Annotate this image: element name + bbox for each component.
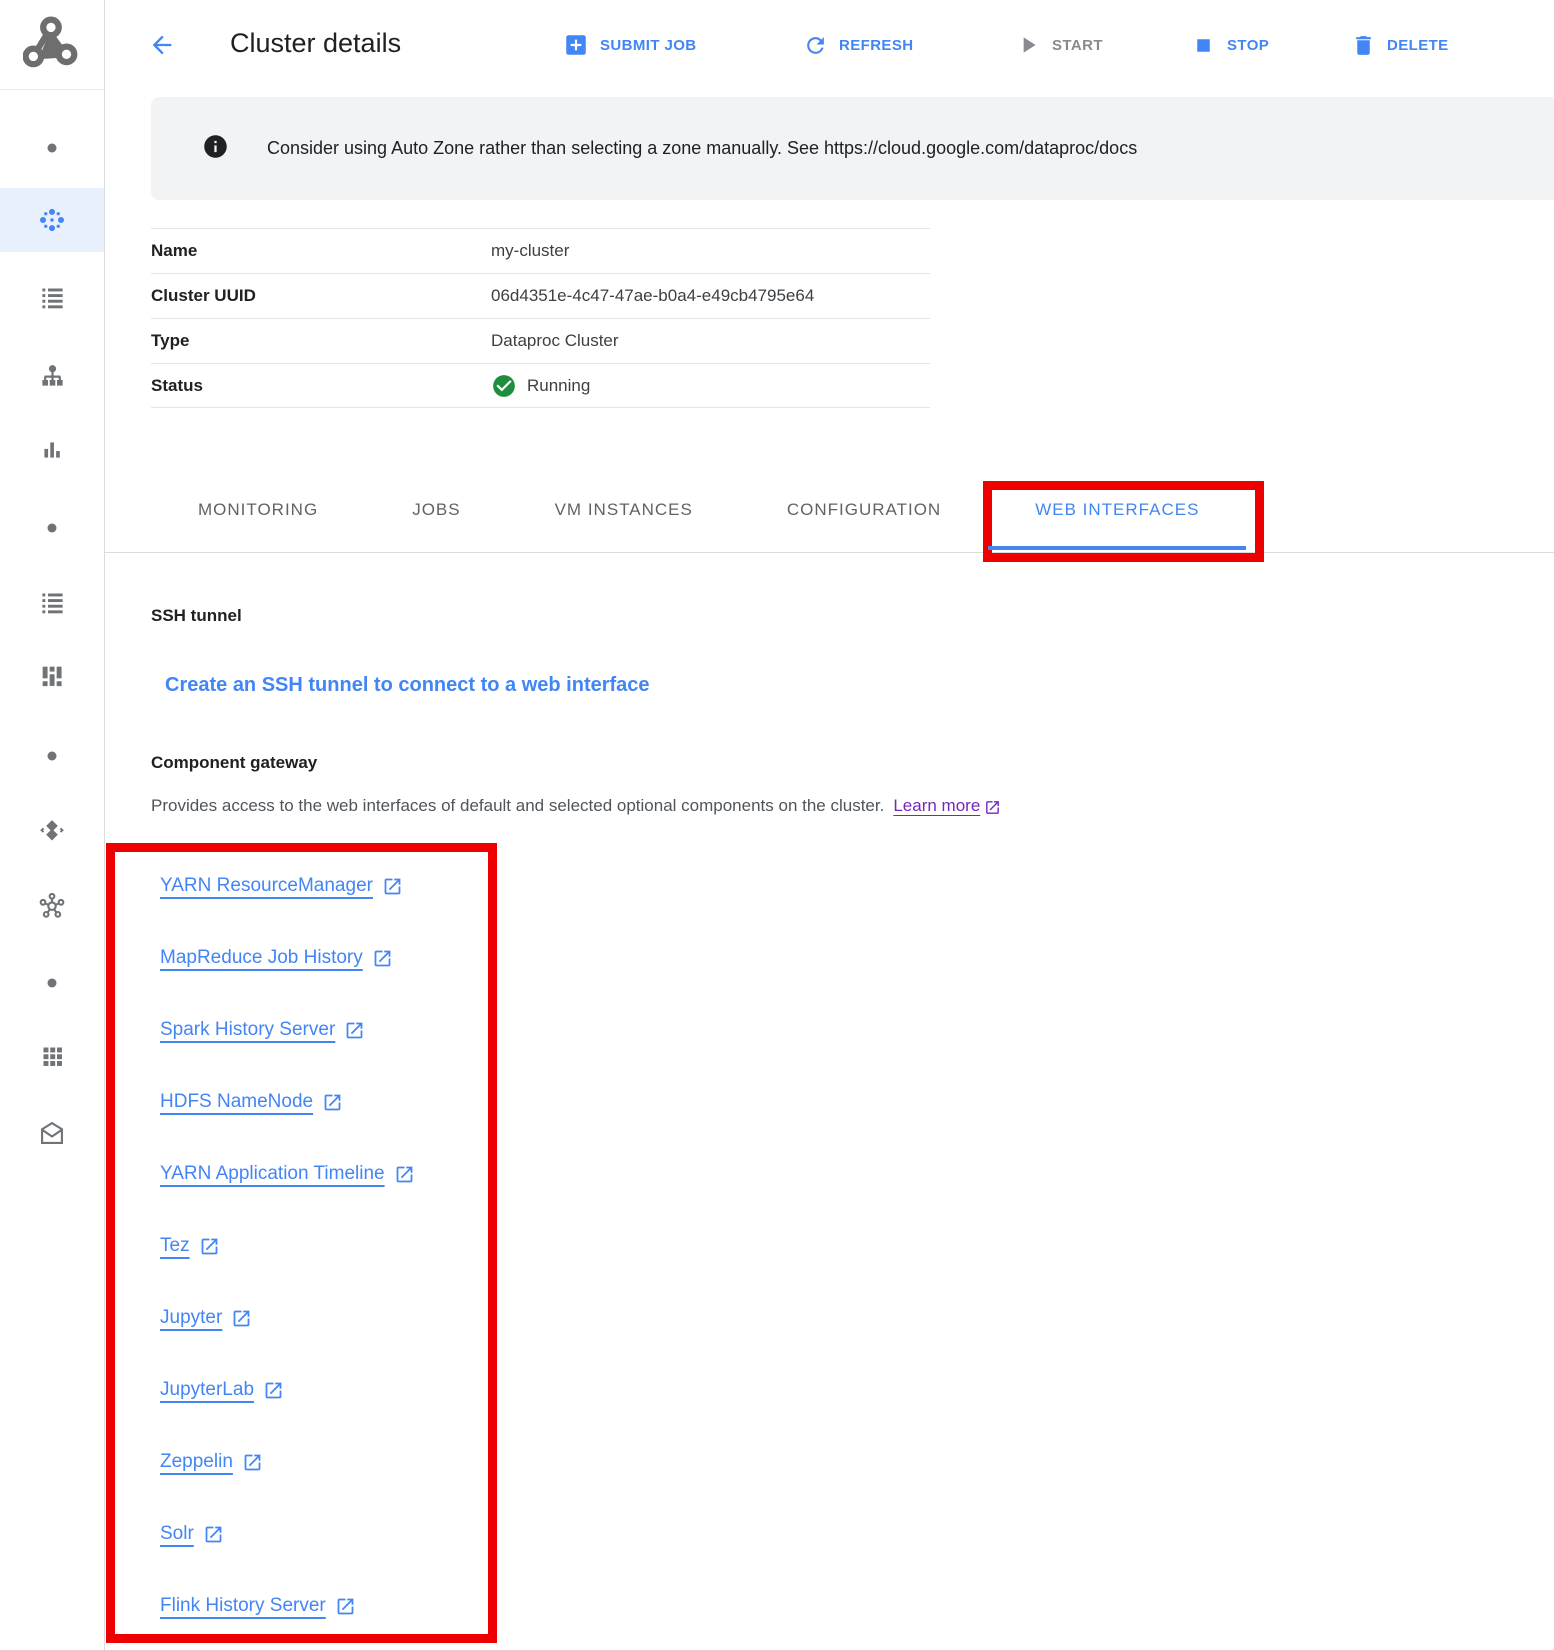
bar-chart-icon <box>39 437 65 463</box>
list-item <box>160 1570 415 1642</box>
submit-job-button[interactable]: SUBMIT JOB <box>563 0 697 90</box>
open-in-new-icon <box>199 1236 220 1257</box>
tab-web-interfaces[interactable]: WEB INTERFACES <box>988 468 1246 552</box>
list-item <box>160 1354 415 1426</box>
list-item <box>160 850 415 922</box>
component-gateway-description: Provides access to the web interfaces of default and selected optional components on the cluster. Learn more <box>151 796 1001 816</box>
component-gateway-links <box>160 850 415 1642</box>
list-item <box>160 1282 415 1354</box>
dot-icon <box>47 978 57 988</box>
cluster-details-table <box>151 228 930 408</box>
yarn-resourcemanager-link[interactable]: YARN ResourceManager <box>160 875 403 897</box>
refresh-icon <box>803 33 828 58</box>
solr-link[interactable]: Solr <box>160 1523 224 1545</box>
dataproc-logo <box>0 0 104 90</box>
sidebar-item-collapsed-3[interactable] <box>0 724 104 788</box>
refresh-button[interactable]: REFRESH <box>803 0 913 90</box>
annotation-box-tabs <box>983 481 1264 562</box>
sidebar-item-list[interactable] <box>0 570 104 634</box>
dot-icon <box>47 751 57 761</box>
info-banner <box>151 97 1554 200</box>
mapreduce-job-history-link[interactable]: MapReduce Job History <box>160 947 393 969</box>
open-in-new-icon <box>263 1380 284 1401</box>
open-in-new-icon <box>322 1092 343 1113</box>
list-item <box>160 922 415 994</box>
open-in-new-icon <box>382 876 403 897</box>
sidebar-item-collapsed-2[interactable] <box>0 496 104 560</box>
sidebar-item-metrics[interactable] <box>0 418 104 482</box>
zeppelin-link[interactable]: Zeppelin <box>160 1451 263 1473</box>
delete-icon <box>1351 33 1376 58</box>
delete-button[interactable]: DELETE <box>1351 0 1449 90</box>
info-icon <box>202 133 229 165</box>
tab-jobs[interactable]: JOBS <box>412 500 461 519</box>
sidebar-item-metastore[interactable] <box>0 644 104 708</box>
jupyterlab-link[interactable]: JupyterLab <box>160 1379 284 1401</box>
tab-configuration[interactable]: CONFIGURATION <box>786 500 942 519</box>
tab-vm-instances[interactable]: VM INSTANCES <box>554 500 693 519</box>
dot-icon <box>47 143 57 153</box>
table-row: Type Dataproc Cluster <box>151 318 930 363</box>
hub-icon <box>38 891 66 919</box>
cluster-uuid-value: 06d4351e-4c47-47ae-b0a4-e49cb4795e64 <box>491 286 815 305</box>
status-badge: Running <box>527 375 591 395</box>
open-in-new-icon <box>231 1308 252 1329</box>
back-button[interactable] <box>148 31 176 59</box>
table-row: Name my-cluster <box>151 228 930 273</box>
tez-link[interactable]: Tez <box>160 1235 220 1257</box>
open-in-new-icon <box>242 1452 263 1473</box>
check-circle-icon <box>491 373 517 399</box>
add-box-icon <box>563 32 589 58</box>
left-nav-sidebar <box>0 0 105 1650</box>
arrow-back-icon <box>148 31 176 59</box>
flag-icon <box>38 1119 66 1147</box>
table-row: Cluster UUID 06d4351e-4c47-47ae-b0a4-e49cb4795e64 <box>151 273 930 318</box>
metastore-icon <box>38 662 66 690</box>
list-item <box>160 1138 415 1210</box>
stop-button[interactable]: STOP <box>1191 0 1269 90</box>
table-row: Status Running <box>151 363 930 408</box>
list-item <box>160 1066 415 1138</box>
page-header <box>106 0 1554 90</box>
open-in-new-icon <box>203 1524 224 1545</box>
open-in-new-icon <box>394 1164 415 1185</box>
component-gateway-heading: Component gateway <box>151 753 318 772</box>
create-ssh-tunnel-link[interactable]: Create an SSH tunnel to connect to a web interface <box>165 674 650 696</box>
jupyter-link[interactable]: Jupyter <box>160 1307 252 1329</box>
sidebar-item-workflows[interactable] <box>0 343 104 407</box>
flink-history-server-link[interactable]: Flink History Server <box>160 1595 356 1617</box>
list-item <box>160 994 415 1066</box>
list-item <box>160 1498 415 1570</box>
tab-bar <box>105 468 1554 553</box>
cluster-type-value: Dataproc Cluster <box>491 331 619 350</box>
apps-grid-icon <box>39 1043 66 1070</box>
sidebar-item-release-notes[interactable] <box>0 1101 104 1165</box>
sidebar-item-collapsed-1[interactable] <box>0 116 104 180</box>
start-button[interactable]: START <box>1015 0 1103 90</box>
ssh-tunnel-heading: SSH tunnel <box>151 606 242 625</box>
banner-text: Consider using Auto Zone rather than selecting a zone manually. See https://cloud.google.com/dataproc/docs <box>267 138 1138 158</box>
yarn-application-timeline-link[interactable]: YARN Application Timeline <box>160 1163 415 1185</box>
stop-icon <box>1191 33 1216 58</box>
sidebar-item-clusters[interactable] <box>0 188 104 252</box>
clusters-icon <box>37 205 67 235</box>
open-in-new-icon <box>335 1596 356 1617</box>
page-title: Cluster details <box>230 28 402 58</box>
dot-icon <box>47 523 57 533</box>
layers-icon <box>38 816 66 844</box>
list-item <box>160 1426 415 1498</box>
open-in-new-icon <box>344 1020 365 1041</box>
cluster-name-value: my-cluster <box>491 241 570 260</box>
tab-monitoring[interactable]: MONITORING <box>198 500 319 519</box>
open-in-new-icon <box>984 799 1001 816</box>
open-in-new-icon <box>372 948 393 969</box>
sidebar-item-apps[interactable] <box>0 1024 104 1088</box>
sidebar-item-serverless[interactable] <box>0 798 104 862</box>
play-icon <box>1015 32 1041 58</box>
sidebar-item-sessions[interactable] <box>0 873 104 937</box>
spark-history-server-link[interactable]: Spark History Server <box>160 1019 365 1041</box>
hdfs-namenode-link[interactable]: HDFS NameNode <box>160 1091 343 1113</box>
sidebar-item-collapsed-4[interactable] <box>0 951 104 1015</box>
jobs-list-icon <box>39 284 66 311</box>
sidebar-item-jobs[interactable] <box>0 265 104 329</box>
workflow-icon <box>39 362 66 389</box>
list-icon <box>39 589 66 616</box>
learn-more-link[interactable]: Learn more <box>893 796 1001 816</box>
list-item <box>160 1210 415 1282</box>
